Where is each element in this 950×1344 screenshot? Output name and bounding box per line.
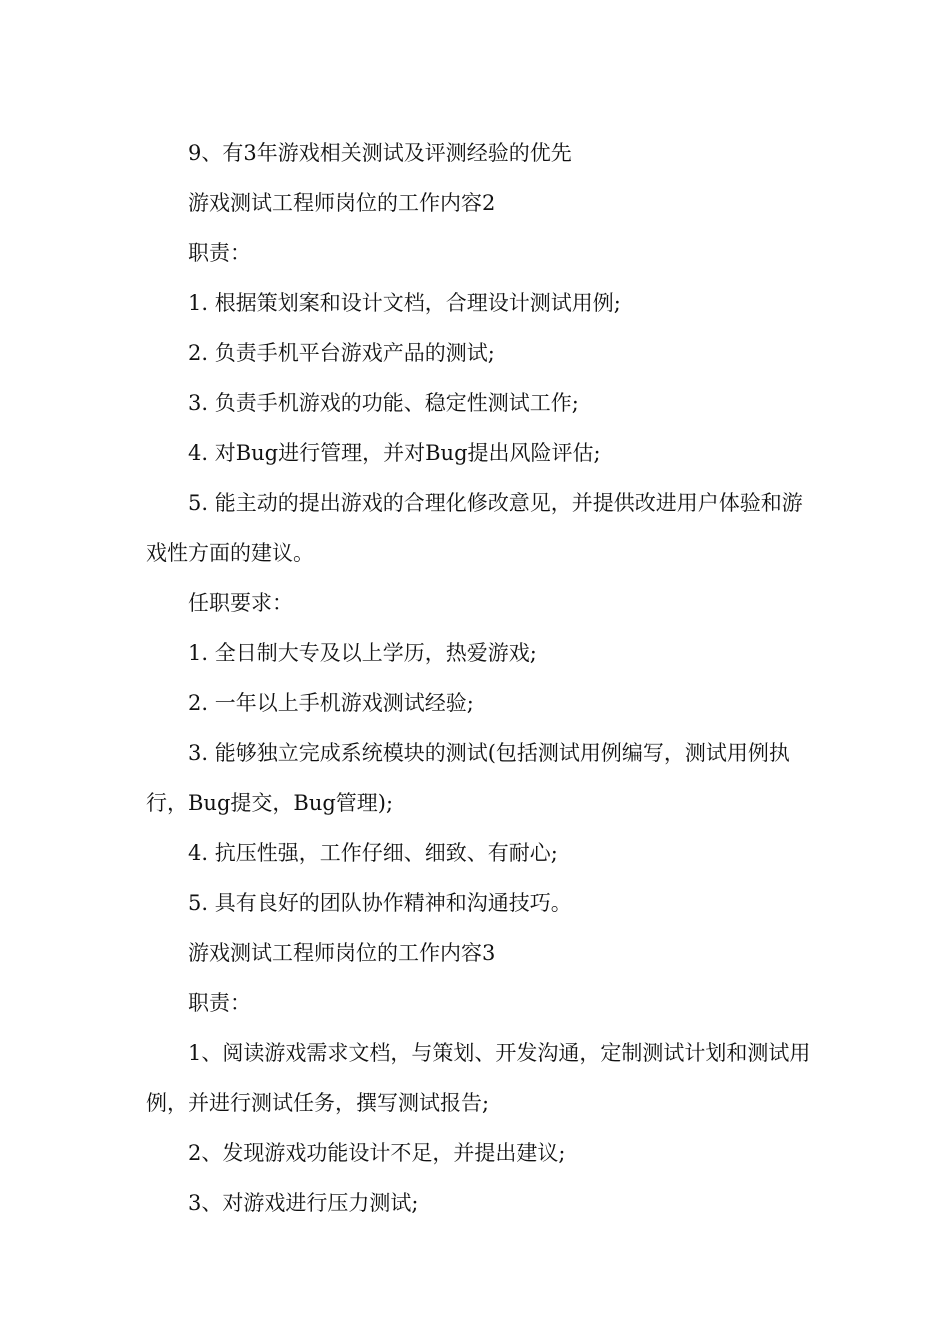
- list-item: 1. 根据策划案和设计文档，合理设计测试用例;: [188, 291, 621, 315]
- section-heading: 游戏测试工程师岗位的工作内容3: [188, 941, 496, 965]
- subheading: 任职要求：: [188, 591, 293, 615]
- list-item: 3. 负责手机游戏的功能、稳定性测试工作;: [188, 391, 579, 415]
- list-item: 5. 能主动的提出游戏的合理化修改意见，并提供改进用户体验和游戏性方面的建议。: [146, 491, 803, 565]
- subheading: 职责：: [188, 241, 251, 265]
- list-item: 3. 能够独立完成系统模块的测试(包括测试用例编写，测试用例执行，Bug提交，Bug管理);: [146, 741, 790, 815]
- list-item: 4. 对Bug进行管理，并对Bug提出风险评估;: [188, 441, 601, 465]
- section-heading: 游戏测试工程师岗位的工作内容2: [188, 191, 496, 215]
- list-item: 3、对游戏进行压力测试;: [188, 1191, 419, 1215]
- subheading: 职责：: [188, 991, 251, 1015]
- list-item: 2. 一年以上手机游戏测试经验;: [188, 691, 474, 715]
- paragraph: 9、有3年游戏相关测试及评测经验的优先: [188, 141, 572, 165]
- list-item: 1、阅读游戏需求文档，与策划、开发沟通，定制测试计划和测试用例，并进行测试任务，撰写测试报告;: [146, 1041, 811, 1115]
- document-body: [146, 128, 811, 1228]
- list-item: 2、发现游戏功能设计不足，并提出建议;: [188, 1141, 566, 1165]
- list-item: 1. 全日制大专及以上学历，热爱游戏;: [188, 641, 537, 665]
- list-item: 2. 负责手机平台游戏产品的测试;: [188, 341, 495, 365]
- list-item: 5. 具有良好的团队协作精神和沟通技巧。: [188, 891, 572, 915]
- list-item: 4. 抗压性强，工作仔细、细致、有耐心;: [188, 841, 558, 865]
